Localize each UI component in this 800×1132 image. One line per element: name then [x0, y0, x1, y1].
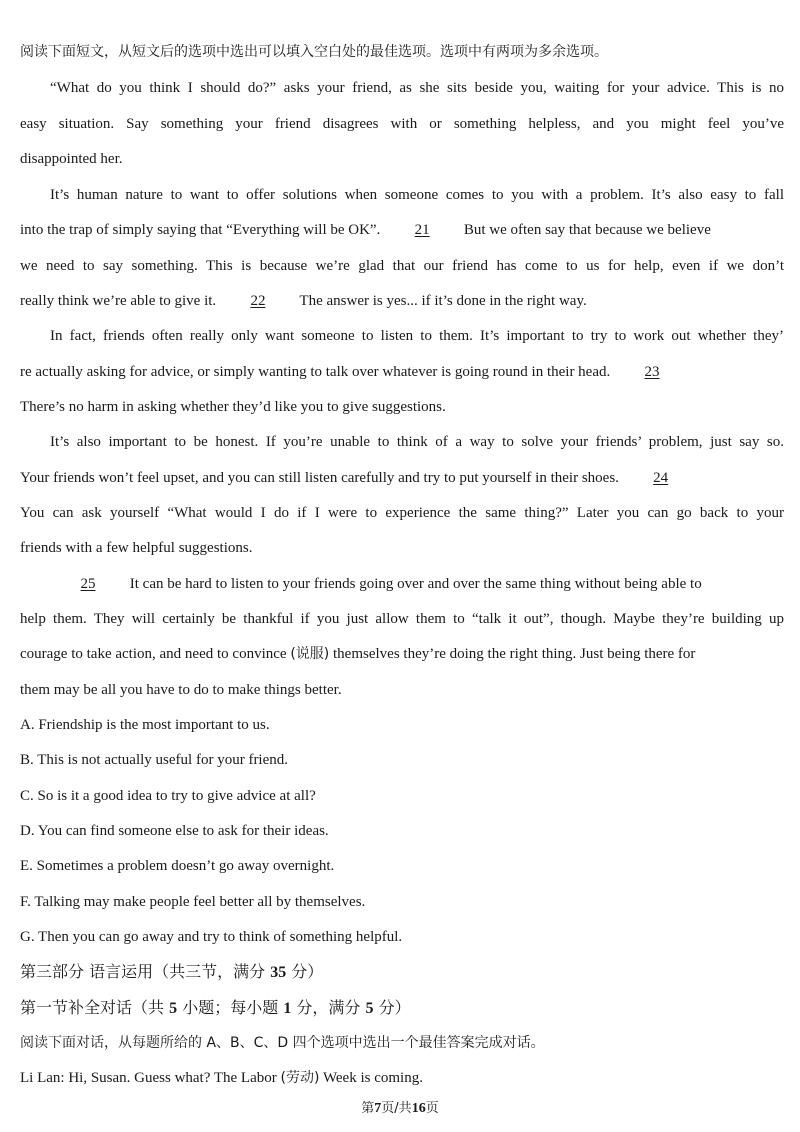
passage-p5-line3-text-b: themselves they’re doing the right thing. Just being there for	[333, 646, 696, 662]
section-3-heading-b: 分）	[291, 962, 324, 981]
passage-p5-line4: them may be all you have to do to make things better.	[20, 682, 342, 698]
option-f: F. Talking may make people feel better all by themselves.	[20, 894, 366, 910]
blank-22: 22	[250, 293, 266, 309]
passage-p2-line3: we need to say something. This is because we’re glad that our friend has come to us for help, even if we don’t	[20, 258, 784, 274]
footer-page-number: 7	[374, 1101, 382, 1116]
passage-p1-line1: “What do you think I should do?” asks your friend, as she sits beside you, waiting for your advice. This is no	[50, 80, 784, 96]
option-c: C. So is it a good idea to try to give advice at all?	[20, 788, 316, 804]
passage-p4-line2-text-a: Your friends won’t feel upset, and you can still listen carefully and try to put yourself in their shoes.	[20, 470, 619, 486]
passage-p4-line2	[20, 468, 784, 488]
blank-21: 21	[414, 222, 430, 238]
passage-p3-line2-text-a: re actually asking for advice, or simply wanting to talk over whatever is going round in their head.	[20, 364, 611, 380]
passage-p4-line1: It’s also important to be honest. If you’re unable to think of a way to solve your friends’ problem, just say so.	[50, 434, 784, 450]
blank-25: 25	[80, 576, 96, 592]
passage-p4-line4: friends with a few helpful suggestions.	[20, 540, 253, 556]
passage-p3-line1: In fact, friends often really only want someone to listen to them. It’s important to try to work out whether they’	[50, 328, 784, 344]
section-3-1-count: 5	[169, 1000, 178, 1017]
option-e: E. Sometimes a problem doesn’t go away overnight.	[20, 858, 335, 874]
passage-p1-line2: easy situation. Say something your friend disagrees with or something helpless, and you might feel you’ve	[20, 116, 784, 132]
option-a: A. Friendship is the most important to us.	[20, 717, 270, 733]
dialog-line-1	[20, 1068, 784, 1088]
footer-text-b: 页/共	[381, 1101, 412, 1116]
section-3-score: 35	[270, 964, 287, 981]
section-3-1-heading	[20, 998, 784, 1019]
section-3-heading	[20, 962, 784, 983]
section-3-heading-a: 第三部分 语言运用（共三节，满分	[20, 962, 266, 981]
passage-p4-line3: You can ask yourself “What would I do if I were to experience the same thing?” Later you can go back to your	[20, 505, 784, 521]
passage-p2-line4-text-a: really think we’re able to give it.	[20, 293, 217, 309]
passage-p2-line4-text-b: The answer is yes... if it’s done in the right way.	[299, 293, 587, 309]
section-3-1-heading-c: 分，满分	[296, 998, 361, 1017]
passage-p2-line2-text-b: But we often say that because we believe	[463, 222, 711, 238]
section-3-1-each: 1	[283, 1000, 292, 1017]
section-3-1-total: 5	[365, 1000, 374, 1017]
option-d: D. You can find someone else to ask for their ideas.	[20, 823, 329, 839]
page-footer	[0, 1097, 800, 1117]
footer-total-pages: 16	[411, 1101, 426, 1116]
passage-p5-line3-cjk: (说服)	[290, 646, 330, 662]
dialog-instructions: 阅读下面对话，从每题所给的 A、B、C、D 四个选项中选出一个最佳答案完成对话。	[20, 1035, 545, 1051]
blank-23: 23	[644, 364, 660, 380]
passage-p5-line3	[20, 644, 784, 664]
option-b: B. This is not actually useful for your friend.	[20, 752, 289, 768]
section-3-1-heading-a: 第一节补全对话（共	[20, 998, 165, 1017]
passage-p5-line3-text-a: courage to take action, and need to convince	[20, 646, 287, 662]
section-3-1-heading-d: 分）	[378, 998, 411, 1017]
footer-text-c: 页	[425, 1101, 439, 1116]
passage-p5-line2: help them. They will certainly be thankful if you just allow them to “talk it out”, though. Maybe they’re building up	[20, 611, 784, 627]
passage-p3-line2	[20, 362, 784, 382]
section-3-1-heading-b: 小题；每小题	[182, 998, 279, 1017]
footer-text-a: 第	[361, 1101, 375, 1116]
option-g: G. Then you can go away and try to think of something helpful.	[20, 929, 403, 945]
passage-p2-line1: It’s human nature to want to offer solutions when someone comes to you with a problem. It’s also easy to fall	[50, 187, 784, 203]
passage-p3-line3: There’s no harm in asking whether they’d like you to give suggestions.	[20, 399, 446, 415]
instructions-top: 阅读下面短文，从短文后的选项中选出可以填入空白处的最佳选项。选项中有两项为多余选项。	[20, 44, 608, 60]
passage-p5-line1-text: It can be hard to listen to your friends going over and over the same thing without being able to	[129, 576, 702, 592]
passage-p2-line2	[20, 220, 784, 240]
passage-p1-line3: disappointed her.	[20, 151, 123, 167]
dialog-line-1-text-a: Li Lan: Hi, Susan. Guess what? The Labor	[20, 1070, 277, 1086]
passage-p2-line4	[20, 291, 784, 311]
passage-p5-line1	[50, 574, 784, 594]
passage-p2-line2-text-a: into the trap of simply saying that “Everything will be OK”.	[20, 222, 381, 238]
dialog-line-1-cjk: (劳动)	[280, 1070, 320, 1086]
blank-24: 24	[653, 470, 669, 486]
dialog-line-1-text-b: Week is coming.	[322, 1070, 423, 1086]
